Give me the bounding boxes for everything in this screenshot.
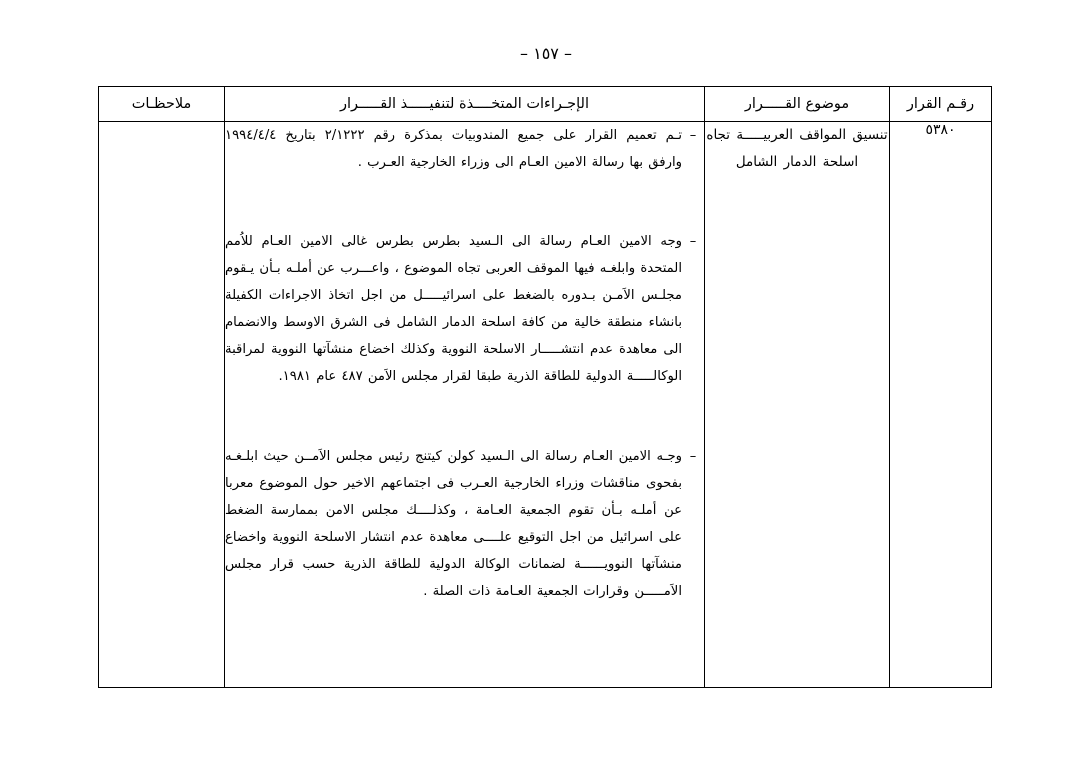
page-number: – ١٥٧ – [520,44,572,63]
action-paragraph [225,122,704,176]
column-header-decision-subject: موضوع القـــــرار [705,87,890,122]
action-paragraph-text: تـم تعميم القرار على جميع المندوبيات بمذكرة رقم ٢/١٢٢٢ بتاريخ ١٩٩٤/٤/٤ وارفق بها رسالة الامين العـام الى وزراء الخارجية العـرب . [225,128,682,171]
column-header-implementation-actions: الإجـراءات المتخــــذة لتنفيـــــذ القـــــرار [225,87,705,122]
action-paragraph [225,443,704,605]
bullet-dash-icon: – [689,234,697,250]
column-header-decision-number: رقـم القرار [890,87,992,122]
action-paragraph [225,228,704,390]
bullet-dash-icon: – [689,448,697,464]
decisions-table [98,86,992,688]
table-header-row [99,87,992,122]
cell-implementation-actions [225,122,705,688]
cell-decision-subject: تنسيق المواقف العربيـــــة تجاه اسلحة الدمار الشامل [705,122,890,688]
cell-notes [99,122,225,688]
action-paragraph-text: وجه الامين العـام رسالة الى الـسيد بطرس بطرس غالى الامين العـام للاُمم المتحدة وابلغـه فيها الموقف العربى تجاه الموضوع ، واعـــرب عن أملـه بـأن يـقوم مجلـس الاَمـن بـدوره بالضغط على اسرائيـــــل من اجل اتخاذ الاجراءات الكفيلة بانشاء منطقة خالية من كافة اسلحة الدمار الشامل فى الشرق الاوسط والانضمام الى معاهدة عدم انتشـــــار الاسلحة النووية وكذلك اخضاع منشآتها النووية لمراقبة الوكالـــــة الدولية للطاقة الذرية طبقا لقرار مجلس الاَمن ٤٨٧ عام ١٩٨١. [225,234,682,385]
action-paragraph-text: وجـه الامين العـام رسالة الى الـسيد كولن كيتنج رئيس مجلس الاَمــن حيث ابلـغـه بفحوى مناقشات وزراء الخارجية العـرب فى اجتماعهم الاخير حول الموضوع معربا عن أملـه بـأن تقوم الجمعية العـامة ، وكذلــــك مجلس الامن بممارسة الضغط على اسرائيل من اجل التوقيع علــــى معاهدة عدم انتشار الاسلحة النووية واخضاع منشآتها النوويــــــة لضمانات الوكالة الدولية للطاقة الذرية حسب قرار مجلس الاَمـــــن وقرارات الجمعية العـامة ذات الصلة . [225,448,682,599]
column-header-notes: ملاحظـات [99,87,225,122]
bullet-dash-icon: – [689,128,697,143]
cell-decision-number: ٥٣٨٠ [890,122,992,688]
cell-bottom-spacer [225,657,704,687]
table-row [99,122,992,688]
